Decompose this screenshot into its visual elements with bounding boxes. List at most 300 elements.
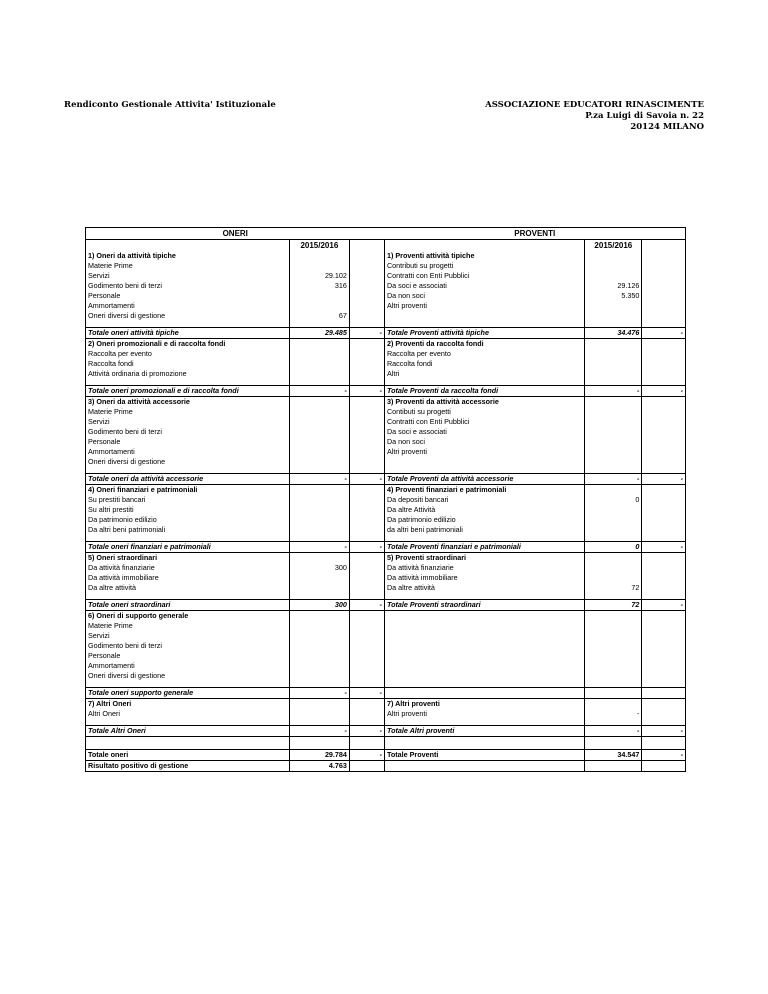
oneri-prev-value <box>349 661 384 671</box>
oneri-value: - <box>289 688 349 699</box>
proventi-label: Totale Proventi da attività accessorie <box>384 474 584 485</box>
oneri-value <box>289 369 349 379</box>
proventi-prev-value <box>642 261 685 271</box>
total-row <box>86 328 685 339</box>
proventi-label <box>384 661 584 671</box>
proventi-value <box>585 339 642 350</box>
oneri-label: Da altre attività <box>88 583 136 592</box>
proventi-prev-value <box>642 761 685 772</box>
proventi-value: - <box>585 386 642 397</box>
oneri-value: 300 <box>289 600 349 611</box>
oneri-prev-value <box>349 271 384 281</box>
oneri-value <box>289 631 349 641</box>
oneri-value <box>289 709 349 719</box>
proventi-prev-value <box>642 291 685 301</box>
total-row <box>86 474 685 485</box>
oneri-value: 29.102 <box>289 271 349 281</box>
oneri-label: Totale oneri promozionali e di raccolta fondi <box>86 386 289 397</box>
table-row <box>86 457 685 467</box>
oneri-prev-value <box>349 261 384 271</box>
oneri-prev-value <box>349 525 384 535</box>
oneri-label: Godimento beni di terzi <box>88 427 162 436</box>
proventi-value <box>585 369 642 379</box>
oneri-prev-value <box>349 761 384 772</box>
proventi-label: 7) Altri proventi <box>384 699 584 710</box>
oneri-label: 2) Oneri promozionali e di raccolta fondi <box>88 339 226 348</box>
proventi-prev-value <box>642 369 685 379</box>
table-row <box>86 699 685 710</box>
oneri-prev-value <box>349 573 384 583</box>
oneri-value <box>289 671 349 681</box>
proventi-label: Da attività finanziarie <box>384 563 584 573</box>
proventi-label <box>384 611 584 622</box>
oneri-value <box>289 427 349 437</box>
proventi-prev-value <box>642 437 685 447</box>
oneri-prev-value <box>349 709 384 719</box>
table-row <box>86 515 685 525</box>
organization-address: P.za Luigi di Savoia n. 22 <box>585 111 704 121</box>
proventi-label: 4) Proventi finanziari e patrimoniali <box>384 485 584 496</box>
oneri-value: 300 <box>289 563 349 573</box>
proventi-value <box>585 447 642 457</box>
proventi-prev-value <box>642 339 685 350</box>
oneri-label: Altri Oneri <box>88 709 120 718</box>
proventi-label: Altri proventi <box>384 709 584 719</box>
proventi-label: Da non soci <box>384 291 584 301</box>
oneri-prev-value <box>349 457 384 467</box>
report-title: Rendiconto Gestionale Attivita' Istituzionale <box>64 100 276 110</box>
proventi-prev-value <box>642 563 685 573</box>
table-row <box>86 485 685 496</box>
proventi-label <box>384 761 584 772</box>
oneri-value <box>289 495 349 505</box>
proventi-year-header: 2015/2016 <box>585 240 642 252</box>
proventi-value <box>585 397 642 408</box>
oneri-label: Servizi <box>88 417 110 426</box>
table-row <box>86 301 685 311</box>
table-row <box>86 271 685 281</box>
oneri-label: Totale oneri supporto generale <box>86 688 289 699</box>
oneri-prev-value: - <box>349 688 384 699</box>
table-row <box>86 495 685 505</box>
proventi-label: Totale Proventi straordinari <box>384 600 584 611</box>
oneri-prev-value <box>349 311 384 321</box>
oneri-value <box>289 339 349 350</box>
table-row <box>86 369 685 379</box>
proventi-prev-value <box>642 457 685 467</box>
oneri-label: Da altri beni patrimoniali <box>88 525 166 534</box>
oneri-value: 67 <box>289 311 349 321</box>
proventi-value <box>585 553 642 564</box>
proventi-prev-value: - <box>642 474 685 485</box>
proventi-value: 72 <box>585 583 642 593</box>
oneri-value <box>289 251 349 261</box>
proventi-label: Totale Proventi <box>384 750 584 761</box>
oneri-label: 5) Oneri straordinari <box>88 553 158 562</box>
proventi-value <box>585 457 642 467</box>
oneri-prev-value <box>349 485 384 496</box>
table-row <box>86 761 685 772</box>
proventi-value <box>585 407 642 417</box>
oneri-prev-value <box>349 699 384 710</box>
proventi-prev-value <box>642 515 685 525</box>
oneri-prev-value <box>349 251 384 261</box>
proventi-prev-value <box>642 417 685 427</box>
proventi-label: Da soci e associati <box>384 427 584 437</box>
proventi-value: 0 <box>585 495 642 505</box>
proventi-prev-value <box>642 485 685 496</box>
oneri-value <box>289 505 349 515</box>
oneri-label: Su prestiti bancari <box>88 495 146 504</box>
oneri-label: Personale <box>88 437 121 446</box>
proventi-prev-value <box>642 631 685 641</box>
oneri-label: Godimento beni di terzi <box>88 641 162 650</box>
proventi-label: Da depositi bancari <box>384 495 584 505</box>
proventi-value: - <box>585 474 642 485</box>
proventi-label: Contratti con Enti Pubblici <box>384 417 584 427</box>
oneri-prev-value <box>349 641 384 651</box>
oneri-label: Attività ordinaria di promozione <box>88 369 187 378</box>
proventi-prev-value <box>642 271 685 281</box>
oneri-value <box>289 641 349 651</box>
oneri-label: Oneri diversi di gestione <box>88 671 166 680</box>
oneri-prev-value: - <box>349 474 384 485</box>
oneri-label: 4) Oneri finanziari e patrimoniali <box>88 485 198 494</box>
proventi-label: Totale Altri proventi <box>384 726 584 737</box>
table-row <box>86 447 685 457</box>
oneri-label: Da attività immobiliare <box>88 573 159 582</box>
proventi-label <box>384 311 584 321</box>
table-row <box>86 505 685 515</box>
oneri-value <box>289 397 349 408</box>
oneri-prev-value <box>349 651 384 661</box>
proventi-label: Raccolta per evento <box>384 349 584 359</box>
proventi-prev-value <box>642 301 685 311</box>
proventi-value <box>585 611 642 622</box>
oneri-label: 7) Altri Oneri <box>88 699 132 708</box>
table-row <box>86 261 685 271</box>
oneri-label: Materie Prime <box>88 407 133 416</box>
proventi-value <box>585 573 642 583</box>
oneri-label: Raccolta per evento <box>88 349 152 358</box>
proventi-value <box>585 417 642 427</box>
oneri-prev-value: - <box>349 542 384 553</box>
proventi-label <box>384 457 584 467</box>
oneri-prev-value: - <box>349 600 384 611</box>
proventi-value <box>585 631 642 641</box>
oneri-value: - <box>289 386 349 397</box>
table-row <box>86 437 685 447</box>
proventi-value <box>585 641 642 651</box>
proventi-label: Da attività immobiliare <box>384 573 584 583</box>
proventi-value <box>585 505 642 515</box>
proventi-label: Altri proventi <box>384 447 584 457</box>
oneri-label: Godimento beni di terzi <box>88 281 162 290</box>
oneri-label: Servizi <box>88 631 110 640</box>
proventi-value: 34.547 <box>585 750 642 761</box>
proventi-prev-value <box>642 525 685 535</box>
oneri-value <box>289 621 349 631</box>
proventi-prev-value <box>642 688 685 699</box>
proventi-value <box>585 437 642 447</box>
table-row <box>86 407 685 417</box>
table-row <box>86 573 685 583</box>
proventi-value <box>585 349 642 359</box>
proventi-prev-value <box>642 311 685 321</box>
financial-statement-table <box>85 227 686 772</box>
proventi-prev-value <box>642 583 685 593</box>
table-row <box>86 349 685 359</box>
table-row <box>86 583 685 593</box>
proventi-value: - <box>585 709 642 719</box>
proventi-label <box>384 651 584 661</box>
proventi-value: 72 <box>585 600 642 611</box>
oneri-value <box>289 661 349 671</box>
proventi-value: 34.476 <box>585 328 642 339</box>
proventi-label: Altri <box>384 369 584 379</box>
oneri-prev-value <box>349 407 384 417</box>
proventi-label: Totale Proventi da raccolta fondi <box>384 386 584 397</box>
oneri-label: Personale <box>88 291 121 300</box>
proventi-prev-value <box>642 611 685 622</box>
proventi-prev-value <box>642 281 685 291</box>
proventi-value <box>585 671 642 681</box>
oneri-value <box>289 699 349 710</box>
proventi-label: Totale Proventi finanziari e patrimoniali <box>384 542 584 553</box>
proventi-prev-value <box>642 573 685 583</box>
table-row <box>86 563 685 573</box>
proventi-value <box>585 651 642 661</box>
proventi-prev-value <box>642 447 685 457</box>
oneri-value: - <box>289 542 349 553</box>
proventi-label: Da non soci <box>384 437 584 447</box>
oneri-value <box>289 553 349 564</box>
proventi-value <box>585 761 642 772</box>
proventi-prev-value <box>642 671 685 681</box>
table-row <box>86 251 685 261</box>
proventi-prev-value <box>642 495 685 505</box>
proventi-prev-value: - <box>642 542 685 553</box>
proventi-prev-value <box>642 427 685 437</box>
proventi-label: Da patrimonio edilizio <box>384 515 584 525</box>
oneri-value <box>289 583 349 593</box>
proventi-prev-value: - <box>642 600 685 611</box>
table-row <box>86 417 685 427</box>
table-row <box>86 671 685 681</box>
proventi-value <box>585 271 642 281</box>
table-row <box>86 427 685 437</box>
proventi-prev-value <box>642 621 685 631</box>
oneri-prev-value <box>349 397 384 408</box>
oneri-prev-value <box>349 349 384 359</box>
table-row <box>86 359 685 369</box>
proventi-label: Contratti con Enti Pubblici <box>384 271 584 281</box>
oneri-value: 29.485 <box>289 328 349 339</box>
oneri-prev-value <box>349 583 384 593</box>
total-row <box>86 600 685 611</box>
oneri-prev-value <box>349 427 384 437</box>
total-row <box>86 726 685 737</box>
oneri-label: Oneri diversi di gestione <box>88 311 166 320</box>
table-row <box>86 661 685 671</box>
oneri-prev-value <box>349 339 384 350</box>
oneri-value <box>289 485 349 496</box>
oneri-label: Materie Prime <box>88 621 133 630</box>
oneri-value <box>289 261 349 271</box>
proventi-label <box>384 621 584 631</box>
oneri-value <box>289 417 349 427</box>
proventi-prev-value <box>642 505 685 515</box>
table-row <box>86 641 685 651</box>
table-row <box>86 651 685 661</box>
proventi-label: Raccolta fondi <box>384 359 584 369</box>
oneri-label: Ammortamenti <box>88 661 135 670</box>
proventi-label: 5) Proventi straordinari <box>384 553 584 564</box>
table-row <box>86 281 685 291</box>
oneri-prev-value <box>349 621 384 631</box>
proventi-label: 2) Proventi da raccolta fondi <box>384 339 584 350</box>
oneri-prev-value <box>349 437 384 447</box>
oneri-label: Ammortamenti <box>88 301 135 310</box>
oneri-value: 316 <box>289 281 349 291</box>
total-row <box>86 688 685 699</box>
oneri-value <box>289 437 349 447</box>
oneri-prev-value <box>349 671 384 681</box>
oneri-label: Su altri prestiti <box>88 505 134 514</box>
oneri-value <box>289 611 349 622</box>
proventi-label: da altri beni patrimoniali <box>384 525 584 535</box>
oneri-value <box>289 359 349 369</box>
oneri-value <box>289 515 349 525</box>
proventi-label: Totale Proventi attività tipiche <box>384 328 584 339</box>
proventi-prev-value: - <box>642 726 685 737</box>
oneri-label: Materie Prime <box>88 261 133 270</box>
oneri-prev-value <box>349 505 384 515</box>
table-row <box>86 291 685 301</box>
oneri-prev-value <box>349 417 384 427</box>
oneri-value: 29.784 <box>289 750 349 761</box>
proventi-value <box>585 661 642 671</box>
total-row <box>86 542 685 553</box>
proventi-value <box>585 563 642 573</box>
proventi-prev-value <box>642 651 685 661</box>
proventi-prev-value <box>642 359 685 369</box>
table-row <box>86 311 685 321</box>
proventi-prev-value <box>642 641 685 651</box>
proventi-value <box>585 261 642 271</box>
proventi-prev-value <box>642 397 685 408</box>
oneri-label: Da patrimonio edilizio <box>88 515 157 524</box>
proventi-prev-value <box>642 251 685 261</box>
proventi-value <box>585 485 642 496</box>
oneri-label: Servizi <box>88 271 110 280</box>
oneri-label: Totale oneri straordinari <box>86 600 289 611</box>
proventi-label: Da altre Attività <box>384 505 584 515</box>
table-row <box>86 631 685 641</box>
proventi-prev-value <box>642 661 685 671</box>
oneri-prev-value <box>349 563 384 573</box>
oneri-label: 3) Oneri da attività accessorie <box>88 397 190 406</box>
oneri-prev-value: - <box>349 726 384 737</box>
proventi-value <box>585 621 642 631</box>
statement-grid <box>86 228 685 771</box>
proventi-prev-value <box>642 709 685 719</box>
oneri-prev-value <box>349 359 384 369</box>
oneri-value: 4.763 <box>289 761 349 772</box>
table-row <box>86 339 685 350</box>
organization-city: 20124 MILANO <box>630 122 704 132</box>
proventi-value <box>585 427 642 437</box>
proventi-prev-value <box>642 553 685 564</box>
proventi-value: 5.350 <box>585 291 642 301</box>
proventi-prev-value <box>642 349 685 359</box>
proventi-prev-value: - <box>642 386 685 397</box>
oneri-value <box>289 291 349 301</box>
oneri-prev-value <box>349 631 384 641</box>
table-row <box>86 553 685 564</box>
proventi-value <box>585 525 642 535</box>
oneri-label: 1) Oneri da attività tipiche <box>88 251 176 260</box>
proventi-label: 1) Proventi attività tipiche <box>384 251 584 261</box>
oneri-label: Totale Altri Oneri <box>86 726 289 737</box>
oneri-label: Da attività finanziarie <box>88 563 155 572</box>
proventi-label <box>384 688 584 699</box>
proventi-value: 0 <box>585 542 642 553</box>
organization-name: ASSOCIAZIONE EDUCATORI RINASCIMENTE <box>485 100 704 110</box>
oneri-label: Personale <box>88 651 121 660</box>
proventi-label: Da altre attività <box>384 583 584 593</box>
oneri-prev-value <box>349 281 384 291</box>
proventi-label <box>384 671 584 681</box>
oneri-label: Totale oneri finanziari e patrimoniali <box>86 542 289 553</box>
oneri-prev-value <box>349 553 384 564</box>
oneri-label: Totale oneri <box>86 750 289 761</box>
oneri-prev-value <box>349 301 384 311</box>
proventi-label: 3) Proventi da attività accessorie <box>384 397 584 408</box>
proventi-label <box>384 641 584 651</box>
oneri-value <box>289 349 349 359</box>
proventi-label: Contibuti su progetti <box>384 407 584 417</box>
oneri-prev-value: - <box>349 386 384 397</box>
oneri-prev-value <box>349 291 384 301</box>
oneri-value <box>289 457 349 467</box>
proventi-value <box>585 301 642 311</box>
proventi-value <box>585 515 642 525</box>
oneri-value <box>289 525 349 535</box>
oneri-value <box>289 573 349 583</box>
oneri-value: - <box>289 726 349 737</box>
oneri-value: - <box>289 474 349 485</box>
oneri-prev-value <box>349 611 384 622</box>
oneri-prev-value <box>349 447 384 457</box>
proventi-heading: PROVENTI <box>514 228 556 238</box>
oneri-value <box>289 651 349 661</box>
oneri-label: Totale oneri da attività accessorie <box>86 474 289 485</box>
oneri-value <box>289 447 349 457</box>
oneri-label: 6) Oneri di supporto generale <box>88 611 189 620</box>
proventi-value <box>585 251 642 261</box>
oneri-label: Ammortamenti <box>88 447 135 456</box>
proventi-value <box>585 699 642 710</box>
table-row <box>86 525 685 535</box>
proventi-prev-value: - <box>642 328 685 339</box>
table-row <box>86 611 685 622</box>
oneri-prev-value <box>349 515 384 525</box>
oneri-prev-value: - <box>349 328 384 339</box>
proventi-prev-value <box>642 407 685 417</box>
proventi-prev-value <box>642 699 685 710</box>
total-row <box>86 386 685 397</box>
